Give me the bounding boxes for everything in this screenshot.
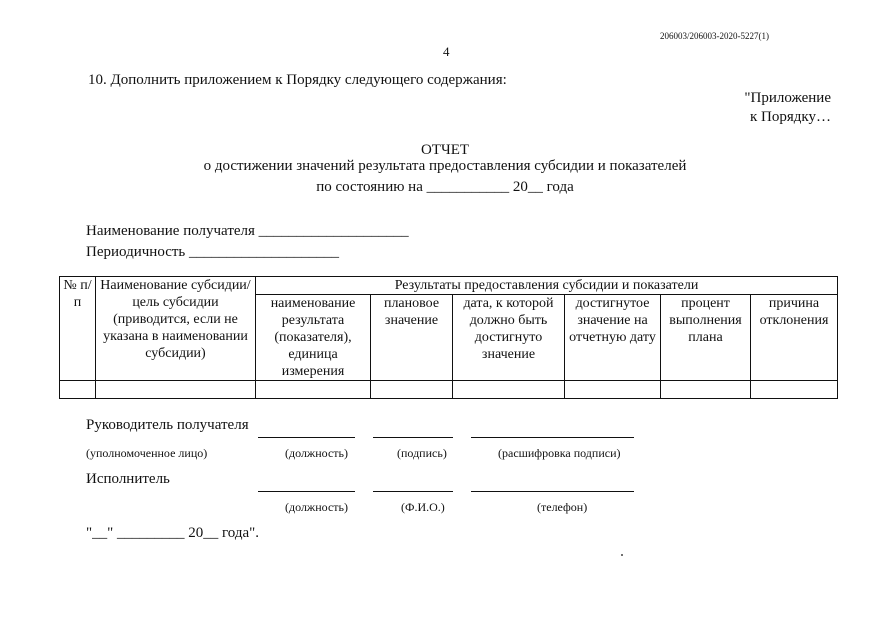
appendix-line-1: "Приложение (744, 90, 831, 106)
page-number: 4 (443, 44, 450, 59)
table-cell (661, 381, 751, 399)
position-label: (должность) (285, 446, 348, 460)
signature-line (373, 437, 453, 438)
scan-artifact (621, 554, 623, 556)
appendix-line-2: к Порядку… (750, 109, 831, 125)
col-planned-value-header: плановое значение (371, 295, 453, 381)
periodicity-field: Периодичность ____________________ (86, 244, 339, 260)
executor-phone-line (471, 491, 634, 492)
date-line: "__" _________ 20__ года". (86, 525, 260, 541)
results-group-header: Результаты предоставления субсидии и показатели (256, 277, 838, 295)
signature-label: (подпись) (397, 446, 447, 460)
position-line (258, 437, 355, 438)
report-table (59, 276, 838, 399)
decoding-line (471, 437, 634, 438)
col-number-header: № п/п (60, 277, 96, 381)
report-title: ОТЧЕТ (420, 142, 470, 158)
executor-label: Исполнитель (86, 471, 170, 487)
table-row (60, 381, 838, 399)
col-percent-header: процент выполнения плана (661, 295, 751, 381)
executor-position-label: (должность) (285, 500, 348, 514)
executor-position-line (258, 491, 355, 492)
item-10-text: 10. Дополнить приложением к Порядку следующего содержания: (88, 72, 507, 88)
table-cell (453, 381, 565, 399)
table-cell (565, 381, 661, 399)
report-as-of-date: по состоянию на ___________ 20__ года (316, 179, 574, 195)
col-subsidy-header: Наименование субсидии/цель субсидии (приводится, если не указана в наименовании субсидии) (96, 277, 256, 381)
executor-phone-label: (телефон) (537, 500, 588, 514)
table-cell (751, 381, 838, 399)
report-subtitle: о достижении значений результата предоставления субсидии и показателей (203, 158, 687, 174)
executor-name-line (373, 491, 453, 492)
table-cell (371, 381, 453, 399)
signature-decoding-label: (расшифровка подписи) (498, 446, 621, 460)
col-target-date-header: дата, к которой должно быть достигнуто значение (453, 295, 565, 381)
col-deviation-reason-header: причина отклонения (751, 295, 838, 381)
appendix-reference (744, 89, 831, 127)
table-cell (256, 381, 371, 399)
table-cell (96, 381, 256, 399)
authorized-person-label: (уполномоченное лицо) (86, 446, 208, 460)
table-cell (60, 381, 96, 399)
document-code: 206003/206003-2020-5227(1) (660, 31, 769, 41)
head-of-recipient-label: Руководитель получателя (86, 417, 249, 433)
table-header-row-1 (60, 277, 838, 295)
col-achieved-value-header: достигнутое значение на отчетную дату (565, 295, 661, 381)
col-result-name-header: наименование результата (показателя), единица измерения (256, 295, 371, 381)
executor-fio-label: (Ф.И.О.) (401, 500, 445, 514)
recipient-name-field: Наименование получателя ____________________ (86, 223, 409, 239)
